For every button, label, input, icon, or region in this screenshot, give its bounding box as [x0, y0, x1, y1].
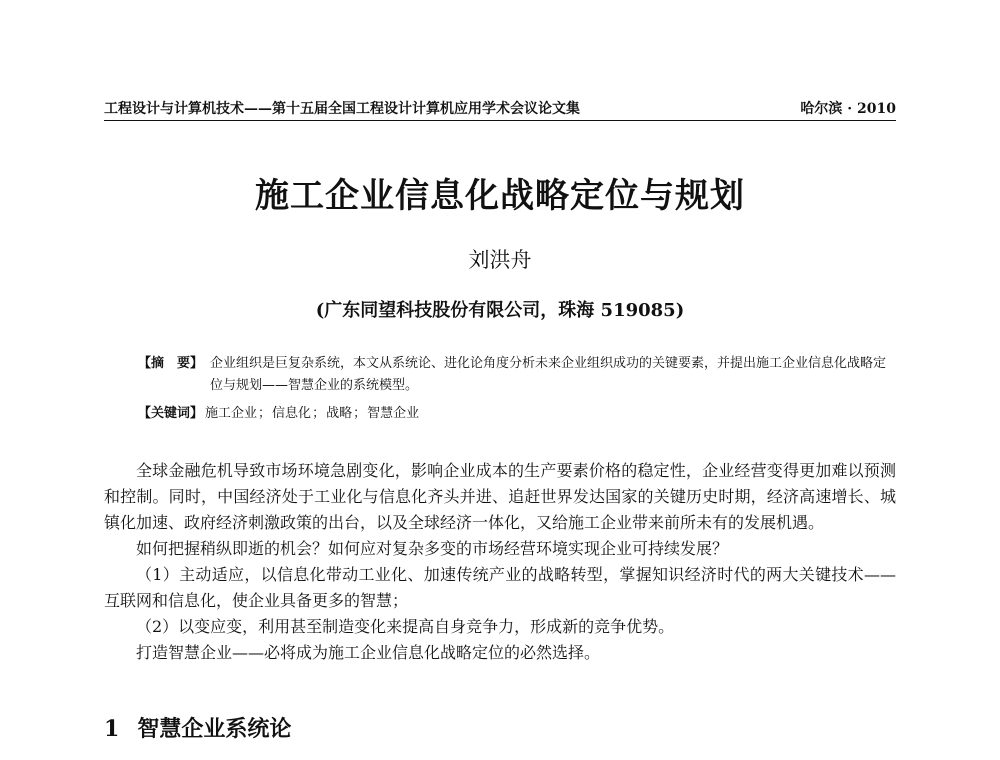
- section-heading: [104, 712, 291, 743]
- abstract-block: [138, 353, 898, 425]
- body-paragraph: （2）以变应变，利用甚至制造变化来提高自身竞争力，形成新的竞争优势。: [136, 617, 675, 636]
- section-title: 智慧企业系统论: [137, 716, 292, 742]
- running-header: [104, 96, 896, 121]
- keyword-item: 战略: [326, 406, 353, 421]
- author-affiliation: (广东同望科技股份有限公司，珠海 519085): [315, 300, 685, 321]
- keywords-row: [138, 403, 898, 425]
- body-paragraph: 如何把握稍纵即逝的机会？如何应对复杂多变的市场经营环境实现企业可持续发展？: [136, 539, 729, 558]
- abstract-text: 企业组织是巨复杂系统，本文从系统论、进化论角度分析未来企业组织成功的关键要素，并提出施工企业信息化战略定位与规划——智慧企业的系统模型。: [210, 356, 887, 393]
- body-paragraph: 全球金融危机导致市场环境急剧变化，影响企业成本的生产要素价格的稳定性，企业经营变得更加难以预测和控制。同时，中国经济处于工业化与信息化齐头并进、追赶世界发达国家的关键历史时期，经济高速增长、城镇化加速、政府经济刺激政策的出台，以及全球经济一体化，又给施工企业带来前所未有的发展机遇。: [104, 461, 896, 532]
- keyword-item: 智慧企业: [367, 406, 420, 421]
- body-paragraph: 打造智慧企业——必将成为施工企业信息化战略定位的必然选择。: [136, 643, 601, 662]
- proceedings-title: 工程设计与计算机技术——第十五届全国工程设计计算机应用学术会议论文集: [104, 101, 580, 117]
- keyword-item: 信息化: [272, 406, 312, 421]
- keyword-separator: ；: [258, 406, 272, 421]
- section-number: 1: [104, 716, 120, 742]
- body-paragraph: （1）主动适应，以信息化带动工业化、加速传统产业的战略转型，掌握知识经济时代的两大关键技术——互联网和信息化，使企业具备更多的智慧；: [104, 565, 896, 610]
- keyword-item: 施工企业: [205, 406, 258, 421]
- paper-title: 施工企业信息化战略定位与规划: [255, 176, 745, 216]
- paper-author: 刘洪舟: [468, 248, 532, 272]
- keyword-separator: ；: [353, 406, 367, 421]
- keyword-separator: ；: [312, 406, 326, 421]
- abstract-label: 【摘 要】: [138, 356, 204, 371]
- keywords-list: [205, 403, 898, 425]
- conference-location-year: 哈尔滨 · 2010: [800, 101, 896, 117]
- body-text: [104, 458, 896, 666]
- keywords-label: 【关键词】: [138, 406, 204, 421]
- abstract-row: [138, 353, 898, 397]
